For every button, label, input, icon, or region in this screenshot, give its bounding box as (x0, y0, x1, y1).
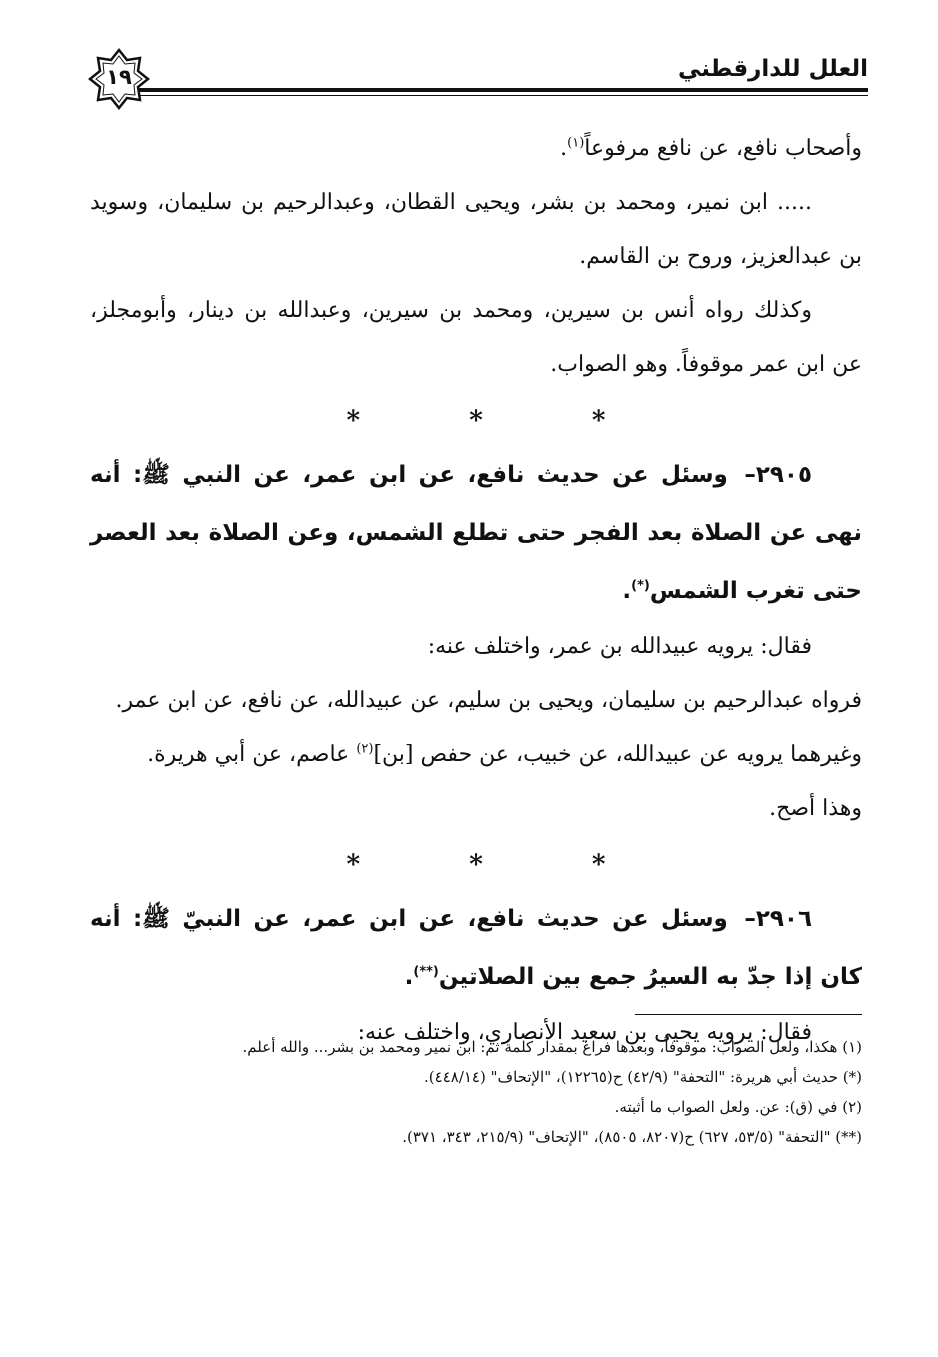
entry-number: ٢٩٠٥– (744, 462, 812, 488)
paragraph-end: . (622, 578, 632, 604)
paragraph: فرواه عبدالرحيم بن سليمان، ويحيى بن سليم، عن عبيدالله، عن نافع، عن ابن عمر. (115, 688, 862, 713)
paragraph-text: وغيرهما يرويه عن عبيدالله، عن خبيب، عن حفص [بن] (373, 742, 862, 767)
paragraph (90, 728, 862, 782)
paragraph: فقال: يرويه عبيدالله بن عمر، واختلف عنه: (427, 634, 812, 659)
paragraph: فقال: يرويه يحيى بن سعيد الأنصاري، واختلف عنه: (357, 1020, 812, 1045)
footnote: (٢) في (ق): عن. ولعل الصواب ما أثبته. (614, 1098, 862, 1116)
entry-question: وسئل عن حديث نافع، عن ابن عمر، عن النبيّ ﷺ: أنه كان إذا جدّ به السيرُ جمع بين الصلاتين (90, 906, 862, 990)
section-separator: * * * (346, 850, 656, 880)
main-text (90, 122, 862, 1060)
entry-number: ٢٩٠٦– (744, 906, 812, 932)
footnote: (*) حديث أبي هريرة: "التحفة" (٤٢/٩) ح(١٢٢٦٥)، "الإتحاف" (٤٤٨/١٤). (424, 1068, 862, 1086)
entry-2906 (90, 890, 862, 1006)
footnote-ref: (*) (631, 578, 650, 594)
footnote-separator (635, 1014, 862, 1015)
footnote-ref: (١) (567, 135, 585, 151)
paragraph-end: . (404, 964, 414, 990)
page-number-badge (88, 48, 150, 110)
footnote: (**) "التحفة" (٥٣/٥، ٦٢٧) ح(٨٢٠٧، ٨٥٠٥)، "الإتحاف" (٢١٥/٩، ٣٤٣، ٣٧١). (402, 1128, 862, 1146)
header-rule-thick (138, 88, 868, 92)
paragraph-text: وأصحاب نافع، عن نافع مرفوعاً (584, 136, 862, 161)
running-title: العلل للدارقطني (678, 56, 868, 82)
section-separator: * * * (346, 406, 656, 436)
footnote-ref: (٢) (356, 741, 374, 757)
paragraph: وكذلك رواه أنس بن سيرين، ومحمد بن سيرين، وعبدالله بن دينار، وأبومجلز، عن ابن عمر موقوفاً. وهو الصواب. (90, 298, 862, 377)
entry-2905 (90, 446, 862, 620)
paragraph-text: عاصم، عن أبي هريرة. (147, 742, 357, 767)
entry-question: وسئل عن حديث نافع، عن ابن عمر، عن النبي ﷺ: أنه نهى عن الصلاة بعد الفجر حتى تطلع الشمس، وعن الصلاة بعد العصر حتى تغرب الشمس (90, 462, 862, 604)
paragraph-end: . (560, 136, 568, 161)
footnote: (١) هكذا، ولعل الصواب: موقوفاً، وبعدها فراغ بمقدار كلمة ثم: ابن نمير ومحمد بن بشر... والله أعلم. (242, 1038, 862, 1056)
footnotes (90, 1032, 862, 1152)
page-header (88, 48, 868, 128)
footnote-ref: (**) (413, 964, 439, 980)
paragraph: وهذا أصح. (769, 796, 862, 821)
header-rule-thin (138, 95, 868, 96)
page-number: ١٩ (106, 65, 132, 89)
paragraph (90, 122, 862, 176)
paragraph: ..... ابن نمير، ومحمد بن بشر، ويحيى القطان، وعبدالرحيم بن سليمان، وسويد بن عبدالعزيز، وروح بن القاسم. (90, 190, 862, 269)
